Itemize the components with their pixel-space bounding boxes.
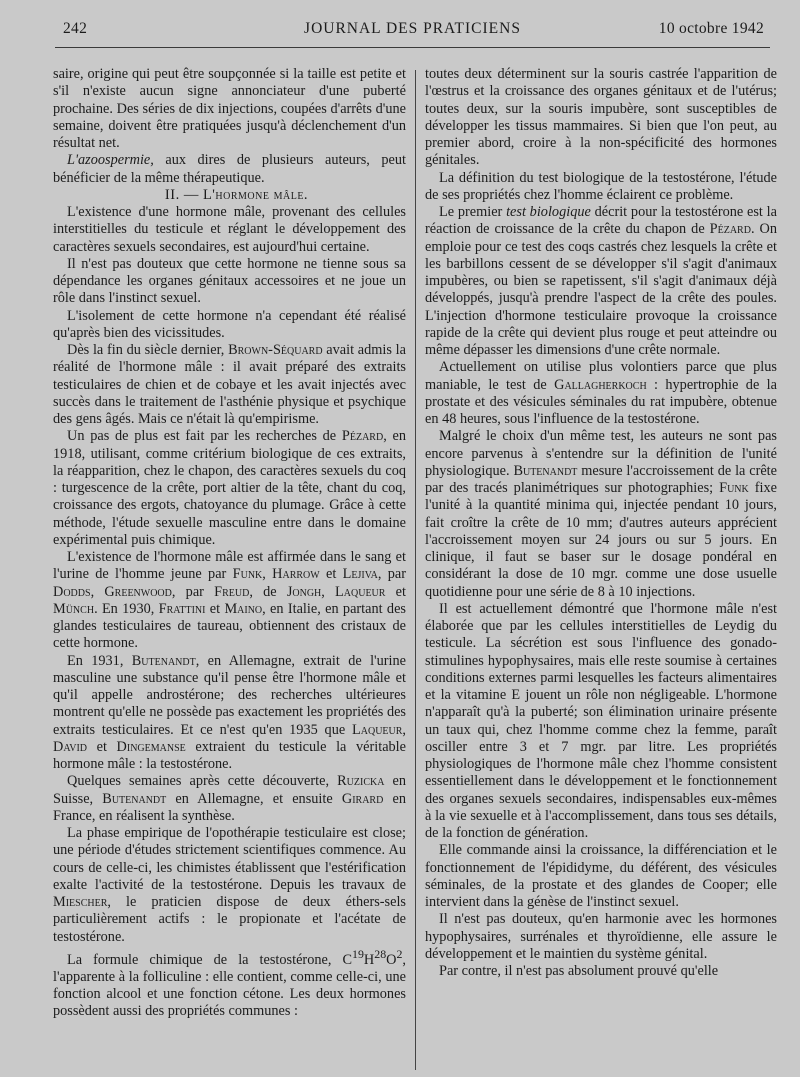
- text-run: Dès la fin du siècle dernier,: [67, 342, 229, 358]
- paragraph: [53, 342, 406, 428]
- emphasis: test biologique: [506, 204, 591, 220]
- text-run: ,: [402, 721, 406, 738]
- text-run: mesure l'accroissement de la crête par des tracés planimétriques sur photographies;: [425, 462, 778, 496]
- author-name: Greenwood: [104, 583, 172, 600]
- paragraph: Il n'est pas douteux, qu'en harmonie avec les hormones hypophysaires, surrénales et thyroïdienne, elle assure le développement et le maintien du système génital.: [425, 911, 777, 962]
- paragraph: [53, 428, 406, 549]
- paragraph: La définition du test biologique de la testostérone, l'étude de ses propriétés chez l'homme éclairent ce problème.: [425, 169, 777, 203]
- text-run: . En 1930,: [94, 600, 159, 617]
- text-run: Le premier: [439, 204, 507, 220]
- text-run: ,: [262, 566, 273, 583]
- paragraph: [53, 773, 406, 825]
- text-run: , le praticien dispose de deux éthers-sels particulièrement actifs : le propionate et l'acétate de testostérone.: [53, 894, 406, 945]
- text-run: H: [363, 951, 375, 968]
- author-name: Freud: [214, 583, 250, 600]
- formula-subscript: 2: [396, 946, 403, 961]
- author-name: Laqueur: [335, 583, 386, 600]
- text-run: et: [87, 738, 117, 755]
- author-name: Maino: [224, 600, 263, 617]
- text-run: aux dires de plusieurs auteurs, peut bénéficier de la même thérapeutique.: [53, 152, 406, 186]
- paragraph: [425, 428, 777, 601]
- text-run: , l'apparente à la folliculine : elle contient, comme celle-ci, une fonction alcool et une fonction cétone. Les deux hormones possèdent aussi des propriétés communes :: [53, 951, 406, 1020]
- paragraph: [53, 946, 406, 1021]
- author-name: Jongh: [286, 583, 322, 600]
- author-name: Ruzicka: [337, 773, 385, 790]
- paragraph: saire, origine qui peut être soupçonnée si la taille est petite et s'il n'existe aucun signe annonciateur d'une puberté prochaine. Des séries de dix injections, coupées d'arrêts d'une semaine, doivent être pratiquées jusqu'à déclenchement d'un résultat net.: [53, 66, 406, 151]
- text-run: , en Italie, en partant des glandes testiculaires de taureau, obtiennent des cristaux de cette hormone.: [53, 600, 406, 652]
- author-name: Butenandt: [131, 652, 196, 669]
- paragraph: toutes deux déterminent sur la souris castrée l'apparition de l'œstrus et la croissance des organes génitaux et de l'utérus; toutes deux, sur la souris impubère, sont susceptibles de développer les tissus mammaires. Si bien que l'on peut, au premier abord, croire à la non-spécificité des hormones génitales.: [425, 66, 777, 169]
- text-run: en France, en réalisent la synthèse.: [53, 790, 406, 824]
- formula-subscript: 28: [374, 946, 387, 961]
- paragraph: Elle commande ainsi la croissance, la différenciation et le fonctionnement de l'épididyme, du déférent, des vésicules séminales, de la prostate et des glandes de Cooper; elle intervient dans la génèse de l'instinct sexuel.: [425, 842, 777, 910]
- paragraph: [53, 549, 406, 653]
- author-name: Butenandt: [513, 462, 578, 479]
- paragraph: Par contre, il n'est pas absolument prouvé qu'elle: [439, 963, 719, 979]
- text-run: , en Allemagne, extrait de l'urine masculine une substance qu'il pense être l'hormone mâle et qu'il appelle androstérone; des recherches ultérieures montrent qu'elle ne possède pas exactement les propriétés des extraits testiculaires. Et ce n'est qu'en 1935 que: [53, 652, 406, 738]
- text-run: Quelques semaines après cette découverte,: [67, 773, 338, 790]
- author-name: Münch: [53, 600, 95, 617]
- issue-date: 10 octobre 1942: [658, 20, 764, 37]
- author-name: Harrow: [272, 566, 320, 583]
- author-name: Gallagherkoch: [554, 376, 647, 393]
- paragraph: L'isolement de cette hormone n'a cependant été réalisé qu'après bien des vicissitudes.: [53, 307, 406, 341]
- paragraph: Il n'est pas douteux que cette hormone ne tienne sous sa dépendance les organes génitaux accessoires et ne joue un rôle dans l'instinct sexuel.: [53, 255, 406, 307]
- text-run: et: [385, 583, 406, 600]
- author-name: Funk: [719, 480, 749, 496]
- author-name: Pézard,: [341, 428, 387, 445]
- author-name: David: [53, 738, 88, 755]
- author-name: Laqueur: [352, 721, 403, 738]
- header-rule: [55, 47, 770, 48]
- author-name: Lejiva: [342, 566, 378, 583]
- paragraph: [425, 204, 777, 359]
- text-run: Actuellement on utilise plus volontiers parce que plus maniable, le test de: [425, 359, 777, 393]
- text-run: ,: [321, 583, 336, 600]
- text-run: en Allemagne, et ensuite: [166, 790, 342, 807]
- text-run: en Suisse,: [53, 773, 406, 807]
- author-name: Dingemanse: [116, 738, 186, 755]
- paragraph: [53, 152, 406, 187]
- text-run: : hypertrophie de la prostate et des vésicules séminales du rat impubère, obtenue en 48 heures, sous l'influence de la testostérone.: [425, 376, 777, 427]
- text-run: , par: [171, 583, 215, 600]
- text-run: . On emploie pour ce test des coqs castrés chez lesquels la crête et les barbillons cessent de se développer s'il s'agit d'animaux impubères, ou bien se rapetissent, s'il s'agit d'animaux déjà développés, jusqu'à prendre l'aspect de la crête des poules. L'injection d'hormone testiculaire provoque la croissance rapide de la crête qui devient plus rouge et peut atteindre ou même dépasser les dimensions d'une crête normale.: [425, 221, 777, 358]
- paragraph: L'existence d'une hormone mâle, provenant des cellules interstitielles du testicule et réglant le développement des caractères sexuels secondaires, est aujourd'hui certaine.: [53, 204, 406, 255]
- text-run: et: [319, 566, 343, 583]
- text-run: et: [205, 600, 225, 617]
- text-run: en 1918, utilisant, comme critérium biologique de ces extraits, la réapparition, chez le chapon, des caractères sexuels du coq : turgescence de la crête, port altier de la tête, chant du coq, croissance des ergots, chatoyance du plumage. Grâce à cette méthode, l'étude sexuelle masculine entre dans le domaine expérimental puis chimique.: [53, 428, 406, 548]
- text-run: En 1931,: [67, 652, 132, 669]
- author-name: Frattini: [158, 600, 206, 617]
- section-title: II. — L'hormone mâle.: [164, 186, 309, 203]
- column-divider: [415, 70, 416, 1070]
- text-run: La phase empirique de l'opothérapie testiculaire est close; une période d'études strictement scientifiques commence. Au cours de celle-ci, les chimistes établissent que l'estérification exalte l'activité de la testostérone. Depuis les travaux de: [53, 825, 406, 893]
- text-run: extraient du testicule la véritable hormone mâle : la testostérone.: [53, 738, 407, 772]
- right-column: [425, 66, 777, 980]
- text-run: , par: [377, 566, 407, 583]
- formula-subscript: 19: [352, 946, 364, 961]
- author-name: Brown-Séquard: [228, 342, 323, 358]
- author-name: Girard: [341, 790, 384, 807]
- author-name: Funk: [232, 566, 263, 583]
- text-run: La formule chimique de la testostérone, C: [67, 951, 352, 968]
- emphasis: L'azoospermie,: [67, 152, 154, 169]
- paragraph: [53, 825, 406, 946]
- text-run: O: [386, 951, 397, 968]
- author-name: Butenandt: [102, 790, 167, 807]
- author-name: Pézard: [709, 221, 751, 238]
- text-run: L'existence de l'hormone mâle est affirmée dans le sang et l'urine de l'homme jeune par: [53, 549, 406, 583]
- text-run: ,: [90, 583, 105, 600]
- left-column: [53, 66, 406, 1021]
- paragraph: [53, 653, 406, 774]
- paragraph: Il est actuellement démontré que l'hormone mâle n'est élaborée que par les cellules interstitielles de Leydig du testicule. La sécrétion est sous l'influence des gonado-stimulines hypophysaires, mais elle reste soumise à certaines conditions externes parmi lesquelles les facteurs alimentaires et la vitamine E jouent un rôle non négligeable. L'hormone n'apparaît qu'à la puberté; son élimination urinaire présente un taux qui, chez l'homme comme chez la femme, paraît osciller entre 3 et 7 mgr. par litre. Les propriétés physiologiques de l'hormone mâle chez l'homme consistent essentiellement dans le développement et le fonctionnement des organes sexuels secondaires, indispensables eux-mêmes à la vie sexuelle et à l'accomplissement, dans tous ses détails, de la fonction de génération.: [425, 600, 777, 841]
- page-number: 242: [63, 20, 88, 37]
- text-run: avait admis la réalité de l'hormone mâle : il avait préparé des extraits testiculaires de chien et de cobaye et les avait injectés avec succès dans le traitement de l'asthénie physique et psychique des gens âgés. Mais ce n'était là qu'empirisme.: [53, 342, 406, 427]
- author-name: Dodds: [53, 583, 91, 600]
- journal-title: JOURNAL DES PRATICIENS: [304, 20, 521, 37]
- text-run: Malgré le choix d'un même test, les auteurs ne sont pas encore parvenus à s'entendre sur la définition de l'unité physiologique.: [425, 428, 777, 479]
- page-header: [55, 20, 770, 46]
- text-run: décrit pour la testostérone est la réaction de croissance de la crête du chapon de: [425, 204, 777, 238]
- text-run: Un pas de plus est fait par les recherches de: [67, 428, 342, 445]
- text-run: fixe l'unité à la quantité minima qui, injectée pendant 10 jours, fait croître la crête de 10 mm; d'autres auteurs apprécient l'accroissement moyen sur 24 jours ou sur 5 jours. En clinique, il faut se baser sur le dosage pondéral en considérant la dose de 10 mgr. comme une dose usuelle quotidienne pour une série de 8 à 10 injections.: [425, 480, 777, 600]
- text-run: , de: [249, 583, 287, 600]
- paragraph: [425, 359, 777, 428]
- author-name: Miescher: [53, 894, 108, 910]
